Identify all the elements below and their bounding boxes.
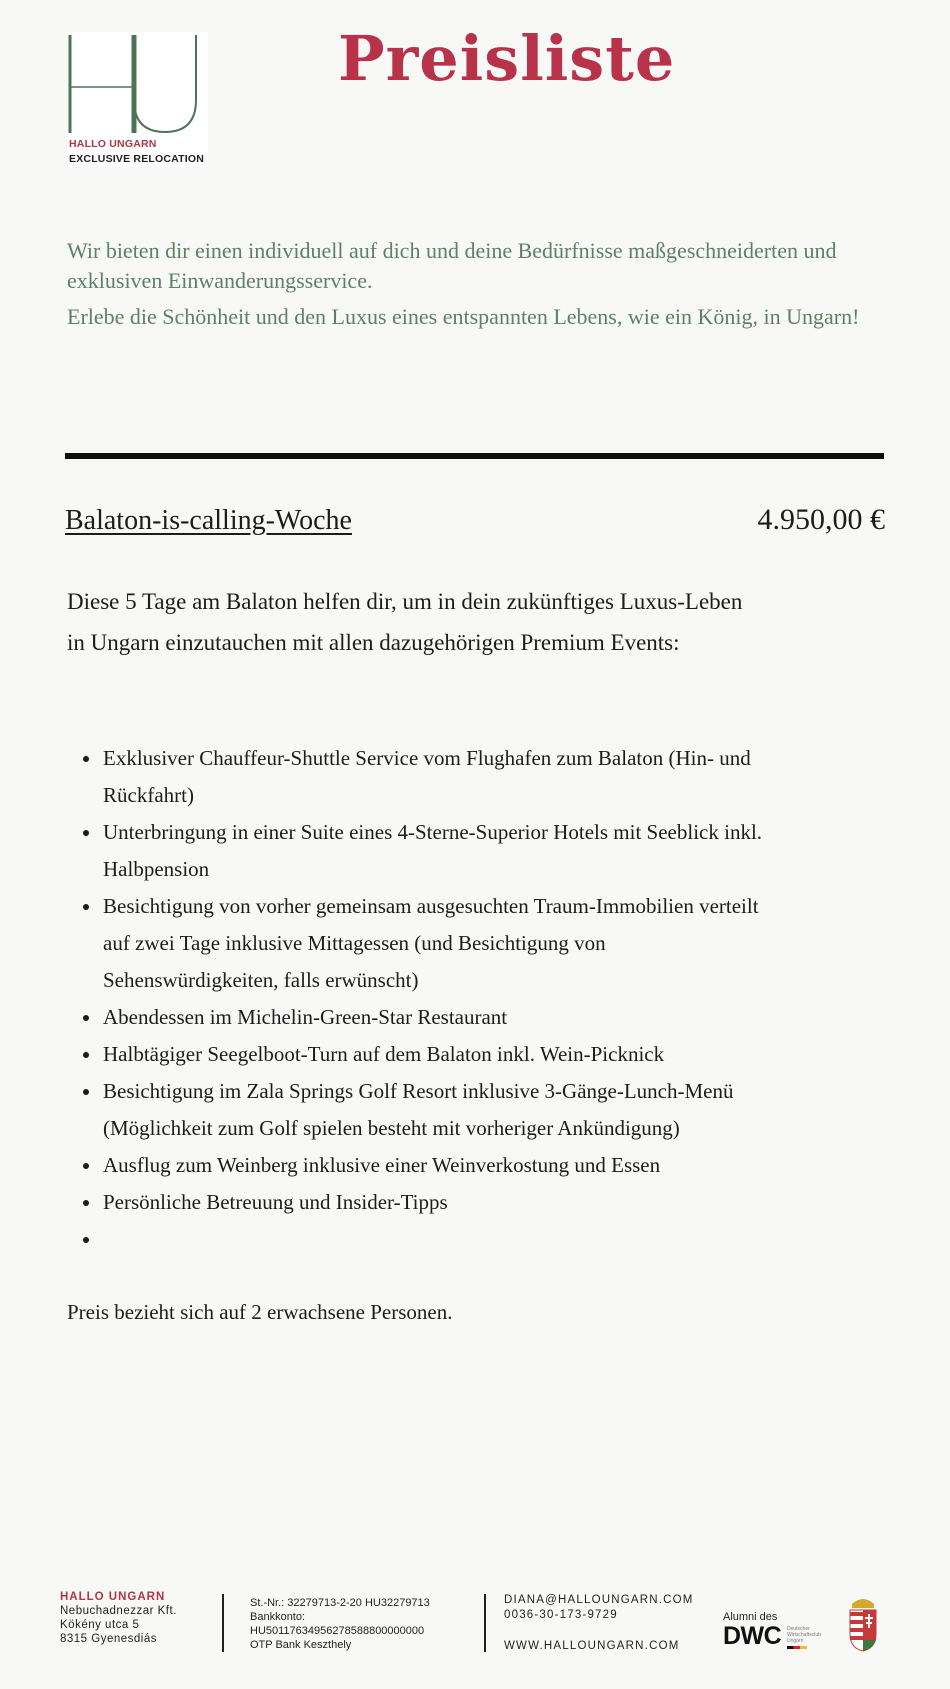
footer	[0, 1590, 950, 1660]
company-logo	[68, 32, 208, 167]
footer-company	[60, 1590, 177, 1646]
footer-company-name: Nebuchadnezzar Kft.	[60, 1605, 177, 1617]
footer-divider	[484, 1594, 486, 1652]
feature-item	[103, 814, 783, 888]
footer-city: 8315 Gyenesdiás	[60, 1633, 158, 1645]
feature-item	[103, 740, 783, 814]
feature-text: Exklusiver Chauffeur-Shuttle Service vom Flughafen zum Balaton (Hin- und Rückfahrt)	[103, 746, 751, 807]
footer-phone[interactable]: 0036-30-173-9729	[504, 1609, 618, 1621]
feature-item	[103, 999, 783, 1036]
feature-text: Ausflug zum Weinberg inklusive einer Weinverkostung und Essen	[103, 1153, 661, 1177]
footer-street: Kökény utca 5	[60, 1619, 140, 1631]
feature-item	[103, 888, 783, 999]
intro-text	[67, 236, 887, 335]
bullet-icon	[83, 1015, 89, 1021]
logo-tagline: EXCLUSIVE RELOCATION	[69, 153, 205, 165]
footer-tax-number: St.-Nr.: 32279713-2-20 HU32279713	[250, 1597, 430, 1609]
offer-price: 4.950,00 €	[757, 503, 885, 536]
feature-text: Persönliche Betreuung und Insider-Tipps	[103, 1190, 448, 1214]
dwc-logo-text: Deutscher Wirtschaftsclub Ungarn	[787, 1626, 821, 1644]
feature-item	[103, 1147, 783, 1184]
feature-item	[103, 1184, 783, 1221]
feature-text: Halbtägiger Seegelboot-Turn auf dem Balaton inkl. Wein-Picknick	[103, 1042, 665, 1066]
footer-iban: HU50117634956278588800000000	[250, 1625, 425, 1637]
footer-bank-label: Bankkonto:	[250, 1611, 306, 1623]
alumni-label: Alumni des	[723, 1611, 778, 1623]
footer-divider	[222, 1594, 224, 1652]
german-flag-icon	[787, 1646, 807, 1649]
footer-bank	[250, 1596, 430, 1652]
bullet-icon	[83, 1089, 89, 1095]
feature-text: Besichtigung von vorher gemeinsam ausgesuchten Traum-Immobilien verteilt auf zwei Tage inklusive Mittagessen (und Besichtigung von Sehenswürdigkeiten, falls erwünscht)	[103, 894, 759, 992]
section-divider	[65, 453, 884, 459]
hu-monogram-logo-icon	[68, 32, 208, 137]
offer-description: Diese 5 Tage am Balaton helfen dir, um in dein zukünftiges Luxus-Leben in Ungarn einzutauchen mit allen dazugehörigen Premium Events:	[67, 589, 743, 655]
dwc-logo: DWC	[723, 1622, 782, 1650]
footer-contact	[504, 1593, 694, 1654]
feature-text: Abendessen im Michelin-Green-Star Restaurant	[103, 1005, 508, 1029]
bullet-icon	[83, 904, 89, 910]
bullet-icon	[83, 830, 89, 836]
bullet-icon	[83, 1200, 89, 1206]
page-title: Preisliste	[338, 22, 676, 95]
feature-item	[103, 1073, 783, 1147]
bullet-icon	[83, 756, 89, 762]
footer-bank-name: OTP Bank Keszthely	[250, 1639, 352, 1651]
logo-brand: HALLO UNGARN	[69, 138, 157, 150]
feature-item	[103, 1036, 783, 1073]
footer-website[interactable]: WWW.HALLOUNGARN.COM	[504, 1640, 680, 1652]
offer-title: Balaton-is-calling-Woche	[65, 505, 352, 536]
bullet-icon	[83, 1163, 89, 1169]
bullet-icon	[83, 1052, 89, 1058]
footer-email[interactable]: DIANA@HALLOUNGARN.COM	[504, 1594, 694, 1606]
feature-item	[103, 1221, 783, 1258]
hungarian-coat-of-arms-icon	[846, 1594, 880, 1652]
price-note: Preis bezieht sich auf 2 erwachsene Personen.	[67, 1300, 453, 1324]
footer-brand: HALLO UNGARN	[60, 1591, 166, 1603]
feature-text: Besichtigung im Zala Springs Golf Resort inklusive 3-Gänge-Lunch-Menü (Möglichkeit zum Golf spielen besteht mit vorheriger Ankündigung)	[103, 1079, 734, 1140]
intro-line-1: Wir bieten dir einen individuell auf dich und deine Bedürfnisse maßgeschneiderten und exklusiven Einwanderungsservice.	[67, 238, 837, 293]
bullet-icon	[83, 1237, 89, 1243]
intro-line-2: Erlebe die Schönheit und den Luxus eines entspannten Lebens, wie ein König, in Ungarn!	[67, 304, 860, 329]
feature-text: Unterbringung in einer Suite eines 4-Sterne-Superior Hotels mit Seeblick inkl. Halbpension	[103, 820, 763, 881]
feature-list	[103, 740, 783, 1258]
